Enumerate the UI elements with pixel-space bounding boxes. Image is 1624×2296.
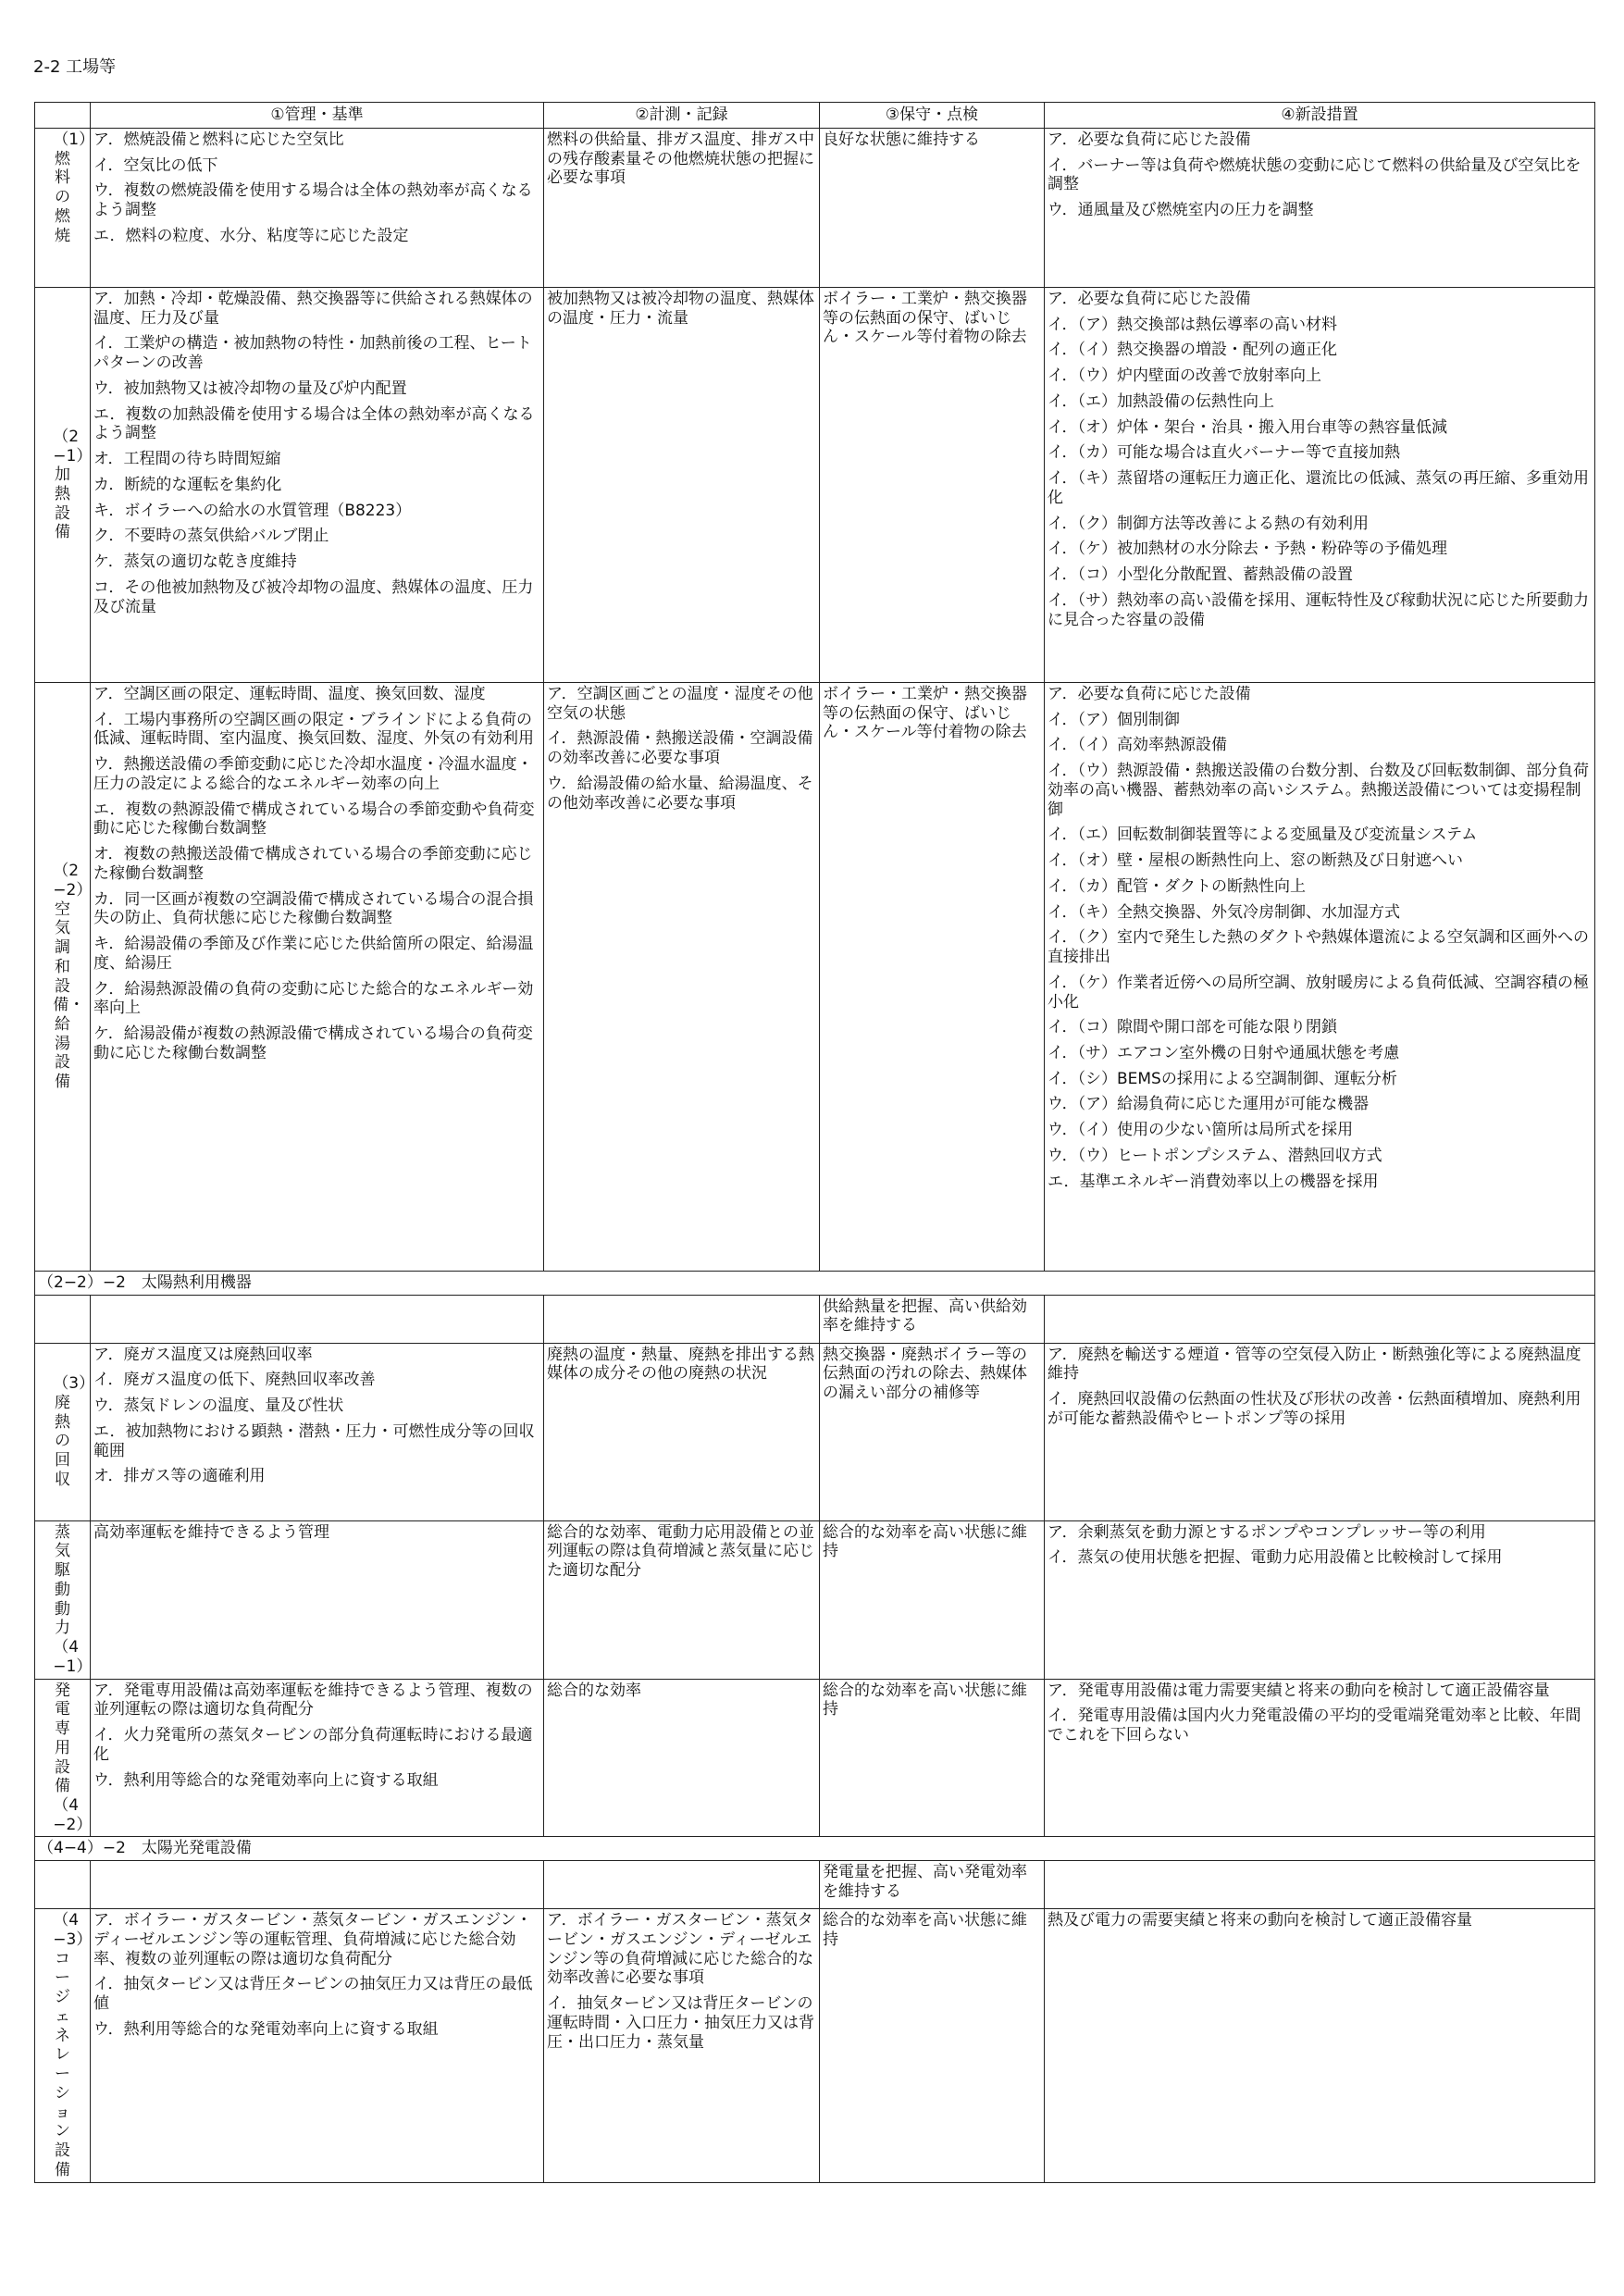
- cell-measurement: [544, 1909, 820, 2182]
- cell-line: イ．（ク）制御方法等改善による熱の有効利用: [1048, 514, 1369, 533]
- cell-measurement: [544, 683, 820, 1272]
- cell-measurement: [544, 1343, 820, 1520]
- cell-line: 燃料の供給量、排ガス温度、排ガス中の残存酸素量その他燃焼状態の把握に必要な事項: [547, 130, 814, 188]
- cell-line: イ．熱源設備・熱搬送設備・空調設備の効率改善に必要な事項: [547, 729, 813, 768]
- row-label: （2−2）空気調和設備・給湯設備: [35, 683, 91, 1272]
- cell-line: ク．給湯熱源設備の負荷の変動に応じた総合的なエネルギー効率向上: [93, 979, 534, 1018]
- cell-measurement: [544, 288, 820, 683]
- header-new-installation: ④新設措置: [1045, 103, 1595, 129]
- cell-line: イ．（オ）炉体・架台・治具・搬入用台車等の熱容量低減: [1048, 417, 1447, 437]
- header-row: [35, 103, 1595, 129]
- empty-cell: [544, 1861, 820, 1909]
- cell-line: ア．発電専用設備は高効率運転を維持できるよう管理、複数の並列運転の際は適切な負荷配分: [93, 1681, 533, 1719]
- cell-line: 高効率運転を維持できるよう管理: [93, 1522, 329, 1542]
- cell-maintenance: [820, 288, 1045, 683]
- header-maintenance: ③保守・点検: [820, 103, 1045, 129]
- cell-management: [91, 1679, 544, 1837]
- cell-line: エ．基準エネルギー消費効率以上の機器を採用: [1048, 1172, 1379, 1191]
- cell-line: ア．ボイラー・ガスタービン・蒸気タービン・ガスエンジン・ディーゼルエンジン等の運転管理、負荷増減に応じた総合効率、複数の並列運転の際は適切な負荷配分: [93, 1911, 532, 1968]
- cell-line: イ．火力発電所の蒸気タービンの部分負荷運転時における最適化: [93, 1726, 533, 1764]
- cell-new-installation: [1045, 288, 1595, 683]
- cell-line: イ．蒸気の使用状態を把握、電動力応用設備と比較検討して採用: [1048, 1548, 1503, 1568]
- cell-line: ア．余剰蒸気を動力源とするポンプやコンプレッサー等の利用: [1048, 1522, 1486, 1542]
- cell-line: コ．その他被加熱物及び被冷却物の温度、熱媒体の温度、圧力及び流量: [93, 577, 534, 616]
- cell-management: [91, 129, 544, 288]
- cell-line: エ．被加熱物における顕熱・潜熱・圧力・可燃性成分等の回収範囲: [93, 1421, 535, 1460]
- cell-line: ア．必要な負荷に応じた設備: [1048, 130, 1251, 149]
- cell-line: イ．空気比の低下: [93, 155, 218, 175]
- cell-line: イ．バーナー等は負荷や燃焼状態の変動に応じて燃料の供給量及び空気比を調整: [1048, 155, 1581, 194]
- cell-line: イ．（ケ）被加熱材の水分除去・予熱・粉砕等の予備処理: [1048, 540, 1447, 559]
- cell-line: ウ．熱利用等総合的な発電効率向上に資する取組: [93, 1770, 439, 1790]
- section-solar-heat: [35, 1272, 1595, 1296]
- empty-cell: [1045, 1295, 1595, 1343]
- cell-line: イ．（カ）配管・ダクトの断熱性向上: [1048, 876, 1306, 896]
- cell-maintenance: 発電量を把握、高い発電効率を維持する: [820, 1861, 1045, 1909]
- cell-new-installation: [1045, 683, 1595, 1272]
- cell-line: エ．燃料の粒度、水分、粘度等に応じた設定: [93, 226, 409, 245]
- cell-line: カ．同一区画が複数の空調設備で構成されている場合の混合損失の防止、負荷状態に応じた稼働台数調整: [93, 889, 534, 928]
- cell-measurement: [544, 129, 820, 288]
- cell-line: ア．必要な負荷に応じた設備: [1048, 290, 1251, 308]
- cell-maintenance: [820, 1520, 1045, 1679]
- cell-management: [91, 683, 544, 1272]
- cell-line: 廃熱の温度・熱量、廃熱を排出する熱媒体の成分その他の廃熱の状況: [547, 1345, 814, 1384]
- cell-line: イ．（ア）個別制御: [1048, 710, 1180, 729]
- cell-new-installation: [1045, 1679, 1595, 1837]
- cell-line: イ．（オ）壁・屋根の断熱性向上、窓の断熱及び日射遮へい: [1048, 851, 1463, 871]
- cell-line: ウ．（ウ）ヒートポンプシステム、潜熱回収方式: [1048, 1146, 1382, 1165]
- cell-new-installation: [1045, 1343, 1595, 1520]
- cell-line: 総合的な効率を高い状態に維持: [823, 1681, 1027, 1719]
- cell-line: イ．（ウ）熱源設備・熱搬送設備の台数分割、台数及び回転数制御、部分負荷効率の高い機器、蓄熱効率の高いシステム。熱搬送設備については変揚程制御: [1048, 762, 1589, 819]
- header-label-blank: [35, 103, 91, 129]
- cell-line: ウ．給湯設備の給水量、給湯温度、その他効率改善に必要な事項: [547, 774, 813, 813]
- cell-new-installation: [1045, 129, 1595, 288]
- row-label: 蒸気駆動動力（4−1）: [35, 1520, 91, 1679]
- row-steam-driven-power: [35, 1520, 1595, 1679]
- cell-management: [91, 1343, 544, 1520]
- row-label: （1）燃料の燃焼: [35, 129, 91, 288]
- cell-maintenance: [820, 1909, 1045, 2182]
- cell-maintenance: [820, 1343, 1045, 1520]
- cell-line: イ．（コ）隙間や開口部を可能な限り閉鎖: [1048, 1018, 1337, 1037]
- cell-maintenance: [820, 683, 1045, 1272]
- cell-management: [91, 1909, 544, 2182]
- cell-line: カ．断続的な運転を集約化: [93, 475, 282, 494]
- row-label: （3）廃熱の回収: [35, 1343, 91, 1520]
- cell-line: イ．（エ）加熱設備の伝熱性向上: [1048, 391, 1274, 411]
- cell-line: イ．（サ）熱効率の高い設備を採用、運転特性及び稼動状況に応じた所要動力に見合った容量の設備: [1048, 590, 1589, 629]
- cell-line: ボイラー・工業炉・熱交換器等の伝熱面の保守、ばいじん・スケール等付着物の除去: [823, 290, 1027, 347]
- cell-line: イ．（コ）小型化分散配置、蓄熱設備の設置: [1048, 565, 1353, 585]
- cell-line: オ．工程間の待ち時間短縮: [93, 450, 281, 469]
- cell-line: 総合的な効率を高い状態に維持: [823, 1911, 1027, 1949]
- cell-line: イ．（キ）全熱交換器、外気冷房制御、水加湿方式: [1048, 902, 1400, 922]
- cell-line: イ．廃熱回収設備の伝熱面の性状及び形状の改善・伝熱面積増加、廃熱利用が可能な蓄熱設備やヒートポンプ等の採用: [1048, 1390, 1581, 1428]
- cell-line: イ．（ウ）炉内壁面の改善で放射率向上: [1048, 366, 1321, 386]
- cell-line: 総合的な効率を高い状態に維持: [823, 1522, 1027, 1561]
- row-waste-heat-recovery: [35, 1343, 1595, 1520]
- cell-line: エ．複数の熱源設備で構成されている場合の季節変動や負荷変動に応じた稼働台数調整: [93, 800, 535, 838]
- cell-maintenance: 供給熱量を把握、高い供給効率を維持する: [820, 1295, 1045, 1343]
- cell-line: イ．（イ）熱交換器の増設・配列の適正化: [1048, 341, 1337, 360]
- cell-line: 総合的な効率、電動力応用設備との並列運転の際は負荷増減と蒸気量に応じた適切な配分: [547, 1522, 814, 1581]
- empty-cell: [91, 1861, 544, 1909]
- empty-cell: [1045, 1861, 1595, 1909]
- row-fuel-combustion: [35, 129, 1595, 288]
- cell-line: キ．給湯設備の季節及び作業に応じた供給箇所の限定、給湯温度、給湯圧: [93, 935, 534, 973]
- cell-line: ク．不要時の蒸気供給バルブ閉止: [93, 527, 329, 546]
- cell-line: ケ．給湯設備が複数の熱源設備で構成されている場合の負荷変動に応じた稼働台数調整: [93, 1024, 533, 1062]
- cell-line: イ．工場内事務所の空調区画の限定・ブラインドによる負荷の低減、運転時間、室内温度、換気回数、湿度、外気の有効利用: [93, 710, 534, 749]
- section-solar-pv: [35, 1837, 1595, 1861]
- cell-line: イ．（カ）可能な場合は直火バーナー等で直接加熱: [1048, 443, 1400, 463]
- cell-line: 熱交換器・廃熱ボイラー等の伝熱面の汚れの除去、熱媒体の漏えい部分の補修等: [823, 1345, 1027, 1403]
- cell-maintenance: [820, 129, 1045, 288]
- cell-line: 熱及び電力の需要実績と将来の動向を検討して適正設備容量: [1048, 1911, 1472, 1930]
- cell-line: イ．（エ）回転数制御装置等による変風量及び変流量システム: [1048, 825, 1478, 845]
- empty-cell: [91, 1295, 544, 1343]
- cell-line: イ．抽気タービン又は背圧タービンの抽気圧力又は背圧の最低値: [93, 1975, 533, 2014]
- page-heading: 2-2 工場等: [33, 57, 117, 77]
- empty-cell: [35, 1861, 91, 1909]
- row-heating-equipment: [35, 288, 1595, 683]
- cell-line: イ．廃ガス温度の低下、廃熱回収率改善: [93, 1371, 376, 1390]
- cell-line: ウ．熱搬送設備の季節変動に応じた冷却水温度・冷温水温度・圧力の設定による総合的なエネルギー効率の向上: [93, 755, 533, 793]
- cell-line: 良好な状態に維持する: [823, 130, 980, 149]
- cell-management: [91, 1520, 544, 1679]
- cell-line: ボイラー・工業炉・熱交換器等の伝熱面の保守、ばいじん・スケール等付着物の除去: [823, 685, 1027, 742]
- cell-line: ウ．被加熱物又は被冷却物の量及び炉内配置: [93, 379, 407, 398]
- cell-line: ア．空調区画ごとの温度・湿度その他空気の状態: [547, 685, 813, 723]
- cell-line: ウ．（ア）給湯負荷に応じた運用が可能な機器: [1048, 1095, 1370, 1114]
- cell-line: 被加熱物又は被冷却物の温度、熱媒体の温度・圧力・流量: [547, 290, 814, 328]
- row-label: 発電専用設備（4−2）: [35, 1679, 91, 1837]
- cell-line: ア．発電専用設備は電力需要実績と将来の動向を検討して適正設備容量: [1048, 1681, 1550, 1700]
- cell-line: イ．発電専用設備は国内火力発電設備の平均的受電端発電効率と比較、年間でこれを下回らない: [1048, 1706, 1581, 1745]
- header-measurement: ②計測・記録: [544, 103, 820, 129]
- cell-line: ア．空調区画の限定、運転時間、温度、換気回数、湿度: [93, 685, 486, 703]
- cell-line: オ．排ガス等の適確利用: [93, 1467, 266, 1486]
- cell-maintenance: [820, 1679, 1045, 1837]
- row-solar-pv: [35, 1861, 1595, 1909]
- cell-line: キ．ボイラーへの給水の水質管理（B8223）: [93, 501, 412, 520]
- header-management: ①管理・基準: [91, 103, 544, 129]
- row-cogeneration: [35, 1909, 1595, 2182]
- cell-line: ウ．熱利用等総合的な発電効率向上に資する取組: [93, 2019, 439, 2039]
- energy-management-table: [34, 102, 1595, 2183]
- cell-line: イ．（サ）エアコン室外機の日射や通風状態を考慮: [1048, 1044, 1400, 1063]
- row-label: （4−3）コージェネレーション設備: [35, 1909, 91, 2182]
- section-title: （4−4）−2 太陽光発電設備: [35, 1837, 1595, 1861]
- cell-line: イ．工業炉の構造・被加熱物の特性・加熱前後の工程、ヒートパターンの改善: [93, 334, 532, 373]
- cell-line: ウ．複数の燃焼設備を使用する場合は全体の熱効率が高くなるよう調整: [93, 181, 533, 220]
- row-air-conditioning: [35, 683, 1595, 1272]
- cell-line: ア．必要な負荷に応じた設備: [1048, 685, 1251, 703]
- cell-line: イ．（シ）BEMSの採用による空調制御、運転分析: [1048, 1069, 1397, 1088]
- cell-management: [91, 288, 544, 683]
- cell-line: ア．ボイラー・ガスタービン・蒸気タービン・ガスエンジン・ディーゼルエンジン等の負荷増減に応じた総合的な効率改善に必要な事項: [547, 1911, 814, 1988]
- cell-line: イ．（キ）蒸留塔の運転圧力適正化、還流比の低減、蒸気の再圧縮、多重効用化: [1048, 469, 1589, 507]
- cell-line: ウ．（イ）使用の少ない箇所は局所式を採用: [1048, 1121, 1354, 1140]
- empty-cell: [35, 1295, 91, 1343]
- cell-line: ア．廃ガス温度又は廃熱回収率: [93, 1345, 313, 1364]
- cell-new-installation: [1045, 1520, 1595, 1679]
- cell-line: ケ．蒸気の適切な乾き度維持: [93, 552, 297, 572]
- cell-line: イ．（ア）熱交換部は熱伝導率の高い材料: [1048, 315, 1337, 334]
- cell-line: イ．（ク）室内で発生した熱のダクトや熱媒体還流による空気調和区画外への直接排出: [1048, 928, 1589, 967]
- cell-line: イ．抽気タービン又は背圧タービンの運転時間・入口圧力・抽気圧力又は背圧・出口圧力・蒸気量: [547, 1994, 814, 2052]
- row-solar-heat: [35, 1295, 1595, 1343]
- cell-measurement: [544, 1520, 820, 1679]
- empty-cell: [544, 1295, 820, 1343]
- row-power-generation: [35, 1679, 1595, 1837]
- cell-line: イ．（イ）高効率熱源設備: [1048, 736, 1227, 755]
- section-title: （2−2）−2 太陽熱利用機器: [35, 1272, 1595, 1296]
- cell-line: ウ．蒸気ドレンの温度、量及び性状: [93, 1396, 344, 1416]
- cell-line: 総合的な効率: [547, 1681, 641, 1700]
- cell-line: イ．（ケ）作業者近傍への局所空調、放射暖房による負荷低減、空調容積の極小化: [1048, 973, 1589, 1011]
- cell-line: オ．複数の熱搬送設備で構成されている場合の季節変動に応じた稼働台数調整: [93, 845, 533, 883]
- cell-new-installation: [1045, 1909, 1595, 2182]
- cell-line: ウ．通風量及び燃焼室内の圧力を調整: [1048, 201, 1314, 220]
- cell-line: ア．燃焼設備と燃料に応じた空気比: [93, 130, 344, 149]
- cell-measurement: [544, 1679, 820, 1837]
- cell-line: エ．複数の加熱設備を使用する場合は全体の熱効率が高くなるよう調整: [93, 404, 535, 443]
- cell-line: ア．廃熱を輸送する煙道・管等の空気侵入防止・断熱強化等による廃熱温度維持: [1048, 1345, 1581, 1384]
- cell-line: ア．加熱・冷却・乾燥設備、熱交換器等に供給される熱媒体の温度、圧力及び量: [93, 290, 533, 328]
- row-label: （2−1）加熱設備: [35, 288, 91, 683]
